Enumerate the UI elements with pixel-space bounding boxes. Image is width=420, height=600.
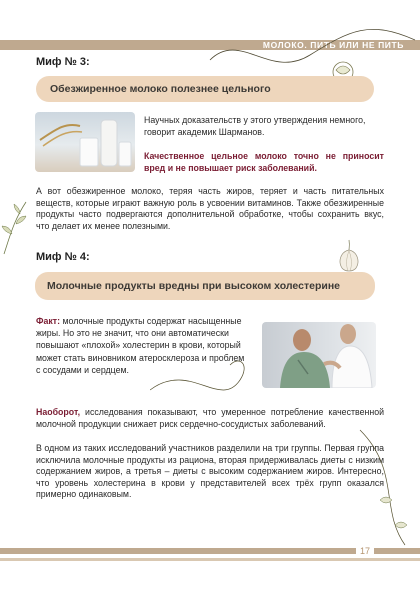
contrary-text: исследования показывают, что умеренное потребление качественной молочной продукции снижает риск сердечно-сосудистых заболеваний. <box>36 407 384 429</box>
milk-glass-photo <box>35 112 135 172</box>
myth3-side-text: Научных доказательств у этого утверждения немного, говорит академик Шарманов. <box>144 115 366 137</box>
myth3-body: А вот обезжиренное молоко, теряя часть жиров, теряет и часть питательных веществ, которые играют важную роль в усвоении витаминов. Также обезжиренные продукты часто подвергаются дополнительной обработке, чтобы сохранить вкус, что делает их менее полезными. <box>36 186 384 231</box>
header-title: МОЛОКО. ПИТЬ ИЛИ НЕ ПИТЬ <box>262 40 404 50</box>
contrary-label: Наоборот, <box>36 407 81 417</box>
fact-text: молочные продукты содержат насыщенные жиры. Но это не значит, что они автоматически повышают «плохой» холестерин в крови, который может стать виновником атеросклероза и проблем с сосудами и сердцем. <box>36 316 245 375</box>
myth3-banner <box>36 76 374 102</box>
myth3-heading: Миф № 3: <box>36 56 90 68</box>
myth4-heading: Миф № 4: <box>36 251 90 263</box>
page-number: 17 <box>356 543 374 559</box>
leaf-sprig-icon <box>0 196 30 256</box>
garlic-icon <box>336 238 362 274</box>
vine-doodle-icon <box>150 350 420 550</box>
myth4-banner-text: Молочные продукты вредны при высоком холестерине <box>47 280 341 292</box>
fact-label: Факт: <box>36 316 61 326</box>
myth4-study: В одном из таких исследований участников разделили на три группы. Первая группа исключила молочные продукты из рациона, вторая придерживалась диеты с низким содержанием жиров, а третья – диеты с высоким содержанием жиров. Интересно, что уровень холестерина в крови у представителей всех трёх групп оказался примерно одинаковым. <box>36 443 384 500</box>
footer-line <box>0 558 420 561</box>
myth3-highlight: Качественное цельное молоко точно не приносит вред и не повышает риск заболеваний. <box>144 151 384 173</box>
myth4-banner <box>35 272 375 300</box>
myth3-banner-text: Обезжиренное молоко полезнее цельного <box>50 83 271 95</box>
